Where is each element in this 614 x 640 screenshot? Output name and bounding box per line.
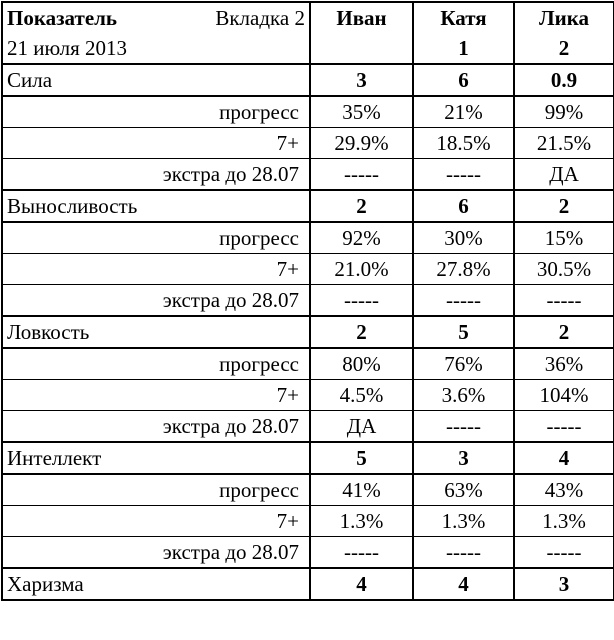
progress-value: 92%	[310, 222, 413, 254]
extra-value: -----	[310, 285, 413, 317]
extra-value: -----	[514, 411, 614, 443]
progress-value: 35%	[310, 96, 413, 128]
attribute-value: 5	[413, 316, 514, 348]
seven-plus-value: 1.3%	[514, 506, 614, 537]
seven-plus-value: 21.5%	[514, 128, 614, 159]
attribute-value: 6	[413, 64, 514, 96]
attribute-row	[2, 568, 614, 600]
progress-value: 80%	[310, 348, 413, 380]
attribute-row	[2, 442, 614, 474]
attribute-value: 4	[514, 442, 614, 474]
extra-label: экстра до 28.07	[2, 285, 310, 317]
extra-value: -----	[310, 159, 413, 191]
attribute-value: 3	[310, 64, 413, 96]
player-name-3: Лика	[514, 2, 614, 33]
progress-value: 43%	[514, 474, 614, 506]
seven-plus-label: 7+	[2, 254, 310, 285]
progress-row	[2, 474, 614, 506]
seven-plus-value: 27.8%	[413, 254, 514, 285]
attribute-name: Ловкость	[2, 316, 310, 348]
attribute-name: Харизма	[2, 568, 310, 600]
extra-value: -----	[413, 285, 514, 317]
progress-label: прогресс	[2, 222, 310, 254]
header-date: 21 июля 2013	[2, 33, 310, 64]
attribute-value: 2	[310, 190, 413, 222]
attribute-value: 2	[310, 316, 413, 348]
attribute-value: 5	[310, 442, 413, 474]
progress-row	[2, 96, 614, 128]
attribute-value: 3	[514, 568, 614, 600]
seven-plus-value: 1.3%	[413, 506, 514, 537]
extra-value: -----	[514, 537, 614, 569]
seven-plus-label: 7+	[2, 380, 310, 411]
progress-value: 36%	[514, 348, 614, 380]
header-row	[2, 2, 614, 33]
progress-row	[2, 348, 614, 380]
header-label: Показатель	[7, 6, 118, 30]
seven-plus-value: 1.3%	[310, 506, 413, 537]
extra-value: -----	[413, 411, 514, 443]
attribute-row	[2, 316, 614, 348]
progress-value: 63%	[413, 474, 514, 506]
attribute-value: 2	[514, 190, 614, 222]
progress-label: прогресс	[2, 348, 310, 380]
extra-value: -----	[413, 537, 514, 569]
progress-value: 30%	[413, 222, 514, 254]
attribute-row	[2, 64, 614, 96]
seven-plus-label: 7+	[2, 128, 310, 159]
attribute-value: 4	[413, 568, 514, 600]
progress-label: прогресс	[2, 474, 310, 506]
attribute-row	[2, 190, 614, 222]
seven-plus-label: 7+	[2, 506, 310, 537]
header-label-cell	[2, 2, 310, 33]
seven-plus-row	[2, 506, 614, 537]
extra-row	[2, 285, 614, 317]
seven-plus-value: 29.9%	[310, 128, 413, 159]
stats-table-body	[2, 2, 614, 600]
extra-row	[2, 537, 614, 569]
extra-value: -----	[413, 159, 514, 191]
progress-value: 99%	[514, 96, 614, 128]
seven-plus-value: 3.6%	[413, 380, 514, 411]
attribute-value: 4	[310, 568, 413, 600]
progress-label: прогресс	[2, 96, 310, 128]
player-rank-1	[310, 33, 413, 64]
extra-value: -----	[514, 285, 614, 317]
progress-value: 41%	[310, 474, 413, 506]
extra-label: экстра до 28.07	[2, 537, 310, 569]
seven-plus-row	[2, 380, 614, 411]
seven-plus-value: 30.5%	[514, 254, 614, 285]
seven-plus-value: 4.5%	[310, 380, 413, 411]
stats-table	[1, 1, 614, 601]
attribute-value: 0.9	[514, 64, 614, 96]
attribute-name: Выносливость	[2, 190, 310, 222]
attribute-value: 3	[413, 442, 514, 474]
progress-value: 15%	[514, 222, 614, 254]
progress-value: 21%	[413, 96, 514, 128]
seven-plus-row	[2, 254, 614, 285]
extra-value: ДА	[514, 159, 614, 191]
header-tab: Вкладка 2	[215, 6, 305, 30]
seven-plus-value: 104%	[514, 380, 614, 411]
attribute-value: 6	[413, 190, 514, 222]
player-name-1: Иван	[310, 2, 413, 33]
extra-label: экстра до 28.07	[2, 411, 310, 443]
header-subrow	[2, 33, 614, 64]
player-rank-3: 2	[514, 33, 614, 64]
seven-plus-row	[2, 128, 614, 159]
extra-label: экстра до 28.07	[2, 159, 310, 191]
player-name-2: Катя	[413, 2, 514, 33]
progress-row	[2, 222, 614, 254]
attribute-name: Интеллект	[2, 442, 310, 474]
attribute-name: Сила	[2, 64, 310, 96]
seven-plus-value: 21.0%	[310, 254, 413, 285]
extra-value: -----	[310, 537, 413, 569]
extra-value: ДА	[310, 411, 413, 443]
progress-value: 76%	[413, 348, 514, 380]
extra-row	[2, 159, 614, 191]
extra-row	[2, 411, 614, 443]
seven-plus-value: 18.5%	[413, 128, 514, 159]
player-rank-2: 1	[413, 33, 514, 64]
attribute-value: 2	[514, 316, 614, 348]
